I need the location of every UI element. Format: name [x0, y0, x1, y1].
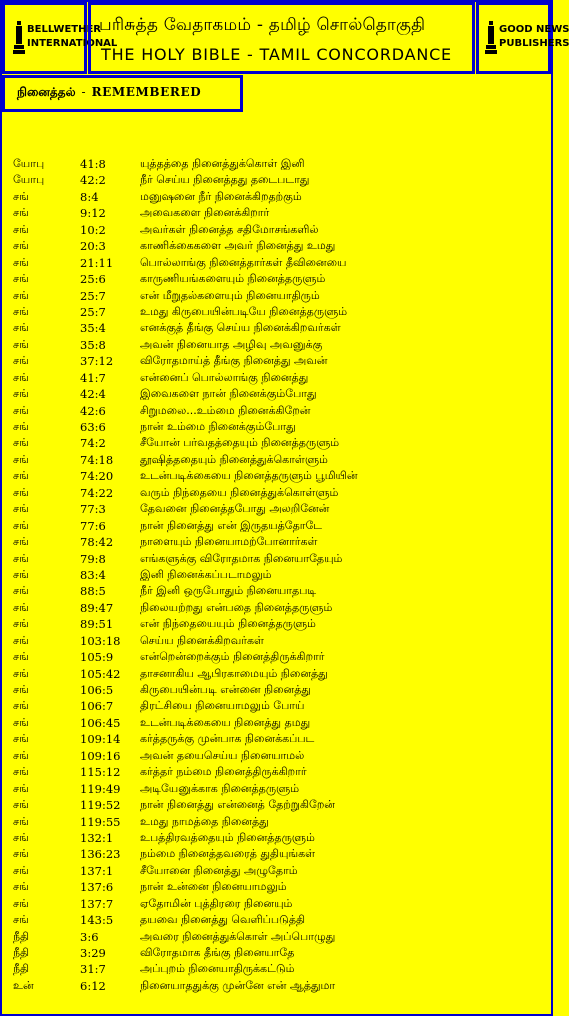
- verse-text: அவன் தயைசெய்ய நினையாமல்: [140, 748, 305, 762]
- verse-row: [13, 304, 538, 320]
- verse-reference: 3:6: [80, 929, 99, 944]
- verse-reference: 136:23: [80, 847, 121, 862]
- verse-row: [13, 353, 538, 369]
- verse-text: கிருபையின்படி என்னை நினைத்து: [140, 683, 311, 696]
- verse-text: நான் உன்னை நினையாமலும்: [140, 880, 287, 894]
- verse-text: பொல்லாங்கு நினைத்தார்கள் தீவினையை: [140, 255, 347, 269]
- verse-text: கர்த்தருக்கு முன்பாக நினைக்கப்பட: [140, 732, 315, 746]
- verse-book: சங்: [13, 880, 29, 894]
- verse-reference: 132:1: [80, 830, 114, 845]
- verse-book: சங்: [13, 239, 29, 253]
- verse-book: யோபு: [13, 157, 45, 170]
- verse-text: நான் நினைத்து என் இருதயத்தோடே: [140, 518, 323, 532]
- verse-book: சங்: [13, 847, 29, 861]
- verse-reference: 105:42: [80, 666, 121, 681]
- verse-row: [13, 288, 538, 304]
- verse-row: [13, 320, 538, 336]
- headword: [17, 85, 201, 101]
- verse-row: [13, 896, 538, 912]
- verse-book: சங்: [13, 535, 29, 549]
- verse-text: நினையாததுக்கு முன்னே என் ஆத்துமா: [140, 978, 336, 992]
- verse-reference: 137:7: [80, 896, 114, 911]
- verse-reference: 105:9: [80, 650, 114, 665]
- verse-book: சங்: [13, 863, 29, 877]
- verse-reference: 137:1: [80, 863, 114, 878]
- verse-text: உமது கிருபையின்படியே நினைத்தருளும்: [140, 304, 348, 318]
- verse-reference: 25:7: [80, 288, 106, 303]
- verse-reference: 106:7: [80, 699, 114, 714]
- verse-row: [13, 682, 538, 698]
- verse-text: எங்களுக்கு விரோதமாக நினையாதேயும்: [140, 551, 343, 565]
- verse-reference: 25:6: [80, 272, 106, 287]
- verse-book: சங்: [13, 370, 29, 384]
- verse-book: உன்: [13, 978, 34, 992]
- verse-row: [13, 978, 538, 994]
- verse-row: [13, 534, 538, 550]
- verse-row: [13, 764, 538, 780]
- verse-list: [13, 156, 538, 994]
- verse-book: நீதி: [13, 929, 30, 943]
- verse-reference: 77:6: [80, 518, 106, 533]
- verse-reference: 41:8: [80, 157, 106, 171]
- verse-reference: 74:22: [80, 485, 114, 500]
- verse-text: சிறுமலை...உம்மை நினைக்கிறேன்: [140, 403, 311, 417]
- verse-reference: 6:12: [80, 978, 106, 993]
- verse-text: உமது நாமத்தை நினைத்து: [140, 814, 269, 828]
- verse-text: கர்த்தர் நம்மை நினைத்திருக்கிறார்: [140, 765, 307, 779]
- verse-row: [13, 814, 538, 830]
- verse-book: நீதி: [13, 962, 30, 976]
- verse-book: சங்: [13, 518, 29, 532]
- verse-book: சங்: [13, 206, 29, 220]
- verse-row: [13, 649, 538, 665]
- verse-book: சங்: [13, 272, 29, 286]
- verse-reference: 74:18: [80, 452, 114, 467]
- verse-row: [13, 452, 538, 468]
- verse-book: சங்: [13, 765, 29, 779]
- verse-book: சங்: [13, 189, 29, 203]
- verse-reference: 137:6: [80, 880, 114, 895]
- verse-reference: 143:5: [80, 913, 114, 928]
- verse-reference: 106:45: [80, 715, 121, 730]
- verse-book: சங்: [13, 452, 29, 466]
- verse-text: அடியேனுக்காக நினைத்தருளும்: [140, 781, 300, 795]
- verse-row: [13, 748, 538, 764]
- verse-reference: 8:4: [80, 189, 99, 204]
- verse-text: உடன்படிக்கையை நினைத்து தமது: [140, 715, 311, 729]
- verse-text: மனுஷனை நீர் நினைக்கிறதற்கும்: [140, 189, 302, 203]
- verse-reference: 115:12: [80, 765, 121, 780]
- verse-text: தூஷித்ததையும் நினைத்துக்கொள்ளும்: [140, 452, 328, 466]
- verse-book: சங்: [13, 781, 29, 795]
- verse-reference: 42:2: [80, 173, 106, 188]
- verse-book: சங்: [13, 304, 29, 318]
- verse-reference: 119:52: [80, 798, 121, 813]
- verse-row: [13, 386, 538, 402]
- verse-text: என் மீறுதல்களையும் நினையாதிரும்: [140, 288, 320, 302]
- good-news-logo-icon: [485, 19, 497, 55]
- verse-reference: 79:8: [80, 551, 106, 566]
- verse-text: தேவனை நினைத்தபோது அலறினேன்: [140, 502, 330, 516]
- verse-book: நீதி: [13, 946, 30, 959]
- verse-book: சங்: [13, 913, 29, 927]
- verse-text: அவைகளை நினைக்கிறார்: [140, 206, 270, 220]
- verse-text: காருணியங்களையும் நினைத்தருளும்: [140, 272, 326, 286]
- verse-text: திரட்சியை நினையாமலும் போய்: [140, 699, 305, 713]
- title-header: [88, 2, 475, 74]
- verse-row: [13, 419, 538, 435]
- verse-reference: 35:4: [80, 321, 106, 336]
- verse-text: இனி நினைக்கப்படாமலும்: [140, 567, 272, 581]
- verse-reference: 63:6: [80, 420, 106, 434]
- verse-row: [13, 666, 538, 682]
- verse-text: என்றென்றைக்கும் நினைத்திருக்கிறார்: [140, 650, 325, 664]
- verse-text: காணிக்கைகளை அவர் நினைத்து உமது: [140, 239, 336, 253]
- verse-row: [13, 879, 538, 895]
- verse-text: தயவை நினைத்து வெளிப்படுத்தி: [140, 913, 306, 927]
- verse-text: இவைகளை நான் நினைக்கும்போது: [140, 387, 317, 401]
- verse-text: விரோதமாய்த் தீங்கு நினைத்து அவன்: [140, 354, 328, 368]
- verse-reference: 109:14: [80, 732, 121, 747]
- verse-row: [13, 797, 538, 813]
- verse-reference: 88:5: [80, 584, 106, 599]
- verse-book: சங்: [13, 633, 29, 647]
- verse-row: [13, 485, 538, 501]
- verse-text: சீயோனை நினைத்து அழுதோம்: [140, 863, 298, 877]
- verse-book: சங்: [13, 814, 29, 828]
- verse-text: வரும் நிந்தையை நினைத்துக்கொள்ளும்: [140, 485, 339, 499]
- verse-text: நாளையும் நினையாமற்போனார்கள்: [140, 535, 318, 549]
- verse-row: [13, 468, 538, 484]
- verse-row: [13, 567, 538, 583]
- verse-row: [13, 698, 538, 714]
- verse-text: ஏதோமின் புத்திரரை நினையும்: [140, 896, 293, 910]
- verse-reference: 21:11: [80, 255, 114, 270]
- verse-reference: 74:20: [80, 469, 114, 484]
- verse-book: சங்: [13, 650, 29, 664]
- verse-row: [13, 370, 538, 386]
- verse-reference: 83:4: [80, 567, 106, 582]
- verse-reference: 42:6: [80, 403, 106, 418]
- verse-reference: 77:3: [80, 502, 106, 517]
- verse-reference: 37:12: [80, 354, 114, 369]
- verse-row: [13, 403, 538, 419]
- verse-row: [13, 961, 538, 977]
- verse-text: செய்ய நினைக்கிறவர்கள்: [140, 633, 264, 647]
- verse-row: [13, 583, 538, 599]
- verse-text: அவன் நினையாத அழிவு அவனுக்கு: [140, 337, 323, 351]
- verse-reference: 35:8: [80, 337, 106, 352]
- verse-book: சங்: [13, 436, 29, 450]
- verse-row: [13, 205, 538, 221]
- verse-row: [13, 600, 538, 616]
- verse-reference: 109:16: [80, 748, 121, 763]
- verse-row: [13, 863, 538, 879]
- verse-reference: 10:2: [80, 222, 106, 237]
- verse-text: சீயோன் பர்வதத்தையும் நினைத்தருளும்: [140, 436, 340, 450]
- headword-english: REMEMBERED: [91, 85, 202, 99]
- bellwether-logo-icon: [13, 19, 25, 55]
- verse-row: [13, 830, 538, 846]
- verse-book: சங்: [13, 732, 29, 746]
- verse-row: [13, 731, 538, 747]
- verse-book: சங்: [13, 420, 29, 433]
- verse-text: நீர் செய்ய நினைத்தது தடைபடாது: [140, 173, 310, 187]
- verse-reference: 78:42: [80, 535, 114, 550]
- verse-text: உடன்படிக்கையை நினைத்தருளும் பூமியின்: [140, 469, 358, 483]
- verse-row: [13, 222, 538, 238]
- verse-text: எனக்குத் தீங்கு செய்ய நினைக்கிறவர்கள்: [140, 321, 341, 335]
- verse-row: [13, 156, 538, 172]
- verse-book: சங்: [13, 502, 29, 516]
- verse-row: [13, 846, 538, 862]
- verse-book: சங்: [13, 387, 29, 401]
- verse-row: [13, 172, 538, 188]
- verse-reference: 41:7: [80, 370, 106, 385]
- verse-text: யுத்தத்தை நினைத்துக்கொள் இனி: [140, 157, 305, 170]
- verse-book: சங்: [13, 403, 29, 417]
- verse-reference: 20:3: [80, 239, 106, 254]
- verse-book: சங்: [13, 830, 29, 844]
- verse-reference: 119:49: [80, 781, 121, 796]
- verse-book: சங்: [13, 321, 29, 335]
- verse-reference: 89:51: [80, 617, 114, 632]
- verse-book: சங்: [13, 337, 29, 351]
- verse-book: சங்: [13, 288, 29, 302]
- verse-row: [13, 945, 538, 961]
- verse-text: அவரை நினைத்துக்கொள் அப்பொழுது: [140, 929, 336, 943]
- verse-row: [13, 337, 538, 353]
- verse-book: சங்: [13, 600, 29, 614]
- publisher-name-right: GOOD NEWS PUBLISHERS: [499, 24, 569, 49]
- verse-reference: 42:4: [80, 387, 106, 402]
- verse-row: [13, 781, 538, 797]
- verse-text: உபத்திரவத்தையும் நினைத்தருளும்: [140, 830, 315, 844]
- verse-row: [13, 435, 538, 451]
- title-english: THE HOLY BIBLE - TAMIL CONCORDANCE: [101, 45, 452, 64]
- title-tamil: பரிசுத்த வேதாகமம் - தமிழ் சொல்தொகுதி: [99, 15, 426, 35]
- verse-text: நான் நினைத்து என்னைத் தேற்றுகிறேன்: [140, 798, 335, 812]
- verse-book: சங்: [13, 222, 29, 236]
- verse-row: [13, 255, 538, 271]
- verse-book: சங்: [13, 617, 29, 631]
- verse-book: சங்: [13, 551, 29, 565]
- verse-row: [13, 912, 538, 928]
- verse-text: நிலையற்றது என்பதை நினைத்தருளும்: [140, 600, 333, 614]
- verse-text: நம்மை நினைத்தவரைத் துதியுங்கள்: [140, 847, 316, 861]
- verse-text: அப்புறம் நினையாதிருக்கட்டும்: [140, 962, 295, 976]
- verse-book: சங்: [13, 255, 29, 269]
- verse-book: சங்: [13, 748, 29, 762]
- verse-book: சங்: [13, 715, 29, 729]
- verse-reference: 89:47: [80, 600, 114, 615]
- verse-reference: 25:7: [80, 304, 106, 319]
- verse-reference: 3:29: [80, 946, 106, 960]
- headword-separator: -: [81, 85, 86, 99]
- verse-reference: 106:5: [80, 683, 114, 697]
- verse-reference: 103:18: [80, 633, 121, 648]
- publisher-logo-right: [476, 2, 569, 74]
- publisher-logo-left: [2, 2, 118, 74]
- verse-text: என் நிந்தையையும் நினைத்தருளும்: [140, 617, 316, 631]
- verse-reference: 31:7: [80, 962, 106, 977]
- verse-book: சங்: [13, 485, 29, 499]
- verse-row: [13, 616, 538, 632]
- verse-book: சங்: [13, 683, 29, 696]
- verse-text: விரோதமாக தீங்கு நினையாதே: [140, 946, 295, 959]
- verse-book: சங்: [13, 666, 29, 680]
- verse-row: [13, 501, 538, 517]
- verse-row: [13, 189, 538, 205]
- verse-text: என்னைப் பொல்லாங்கு நினைத்து: [140, 370, 309, 384]
- verse-book: சங்: [13, 469, 29, 483]
- verse-book: சங்: [13, 798, 29, 812]
- verse-text: தாசனாகிய ஆபிரகாமையும் நினைத்து: [140, 666, 328, 680]
- verse-book: சங்: [13, 699, 29, 713]
- verse-book: சங்: [13, 584, 29, 598]
- verse-reference: 119:55: [80, 814, 121, 829]
- publisher-name-left: BELLWETHER INTERNATIONAL: [27, 24, 118, 49]
- verse-row: [13, 929, 538, 945]
- verse-text: நீர் இனி ஒருபோதும் நினையாதபடி: [140, 584, 317, 598]
- verse-text: நான் உம்மை நினைக்கும்போது: [140, 420, 296, 433]
- verse-row: [13, 715, 538, 731]
- verse-row: [13, 238, 538, 254]
- verse-reference: 74:2: [80, 436, 106, 451]
- verse-row: [13, 551, 538, 567]
- headword-box: [2, 75, 243, 112]
- verse-book: சங்: [13, 354, 29, 368]
- verse-row: [13, 633, 538, 649]
- verse-book: யோபு: [13, 173, 45, 187]
- verse-reference: 9:12: [80, 206, 106, 221]
- verse-book: சங்: [13, 567, 29, 581]
- verse-book: சங்: [13, 896, 29, 910]
- verse-text: அவர்கள் நினைத்த சதிமோசங்களில்: [140, 222, 319, 236]
- verse-row: [13, 271, 538, 287]
- headword-tamil: நினைத்தல்: [17, 85, 76, 99]
- verse-row: [13, 518, 538, 534]
